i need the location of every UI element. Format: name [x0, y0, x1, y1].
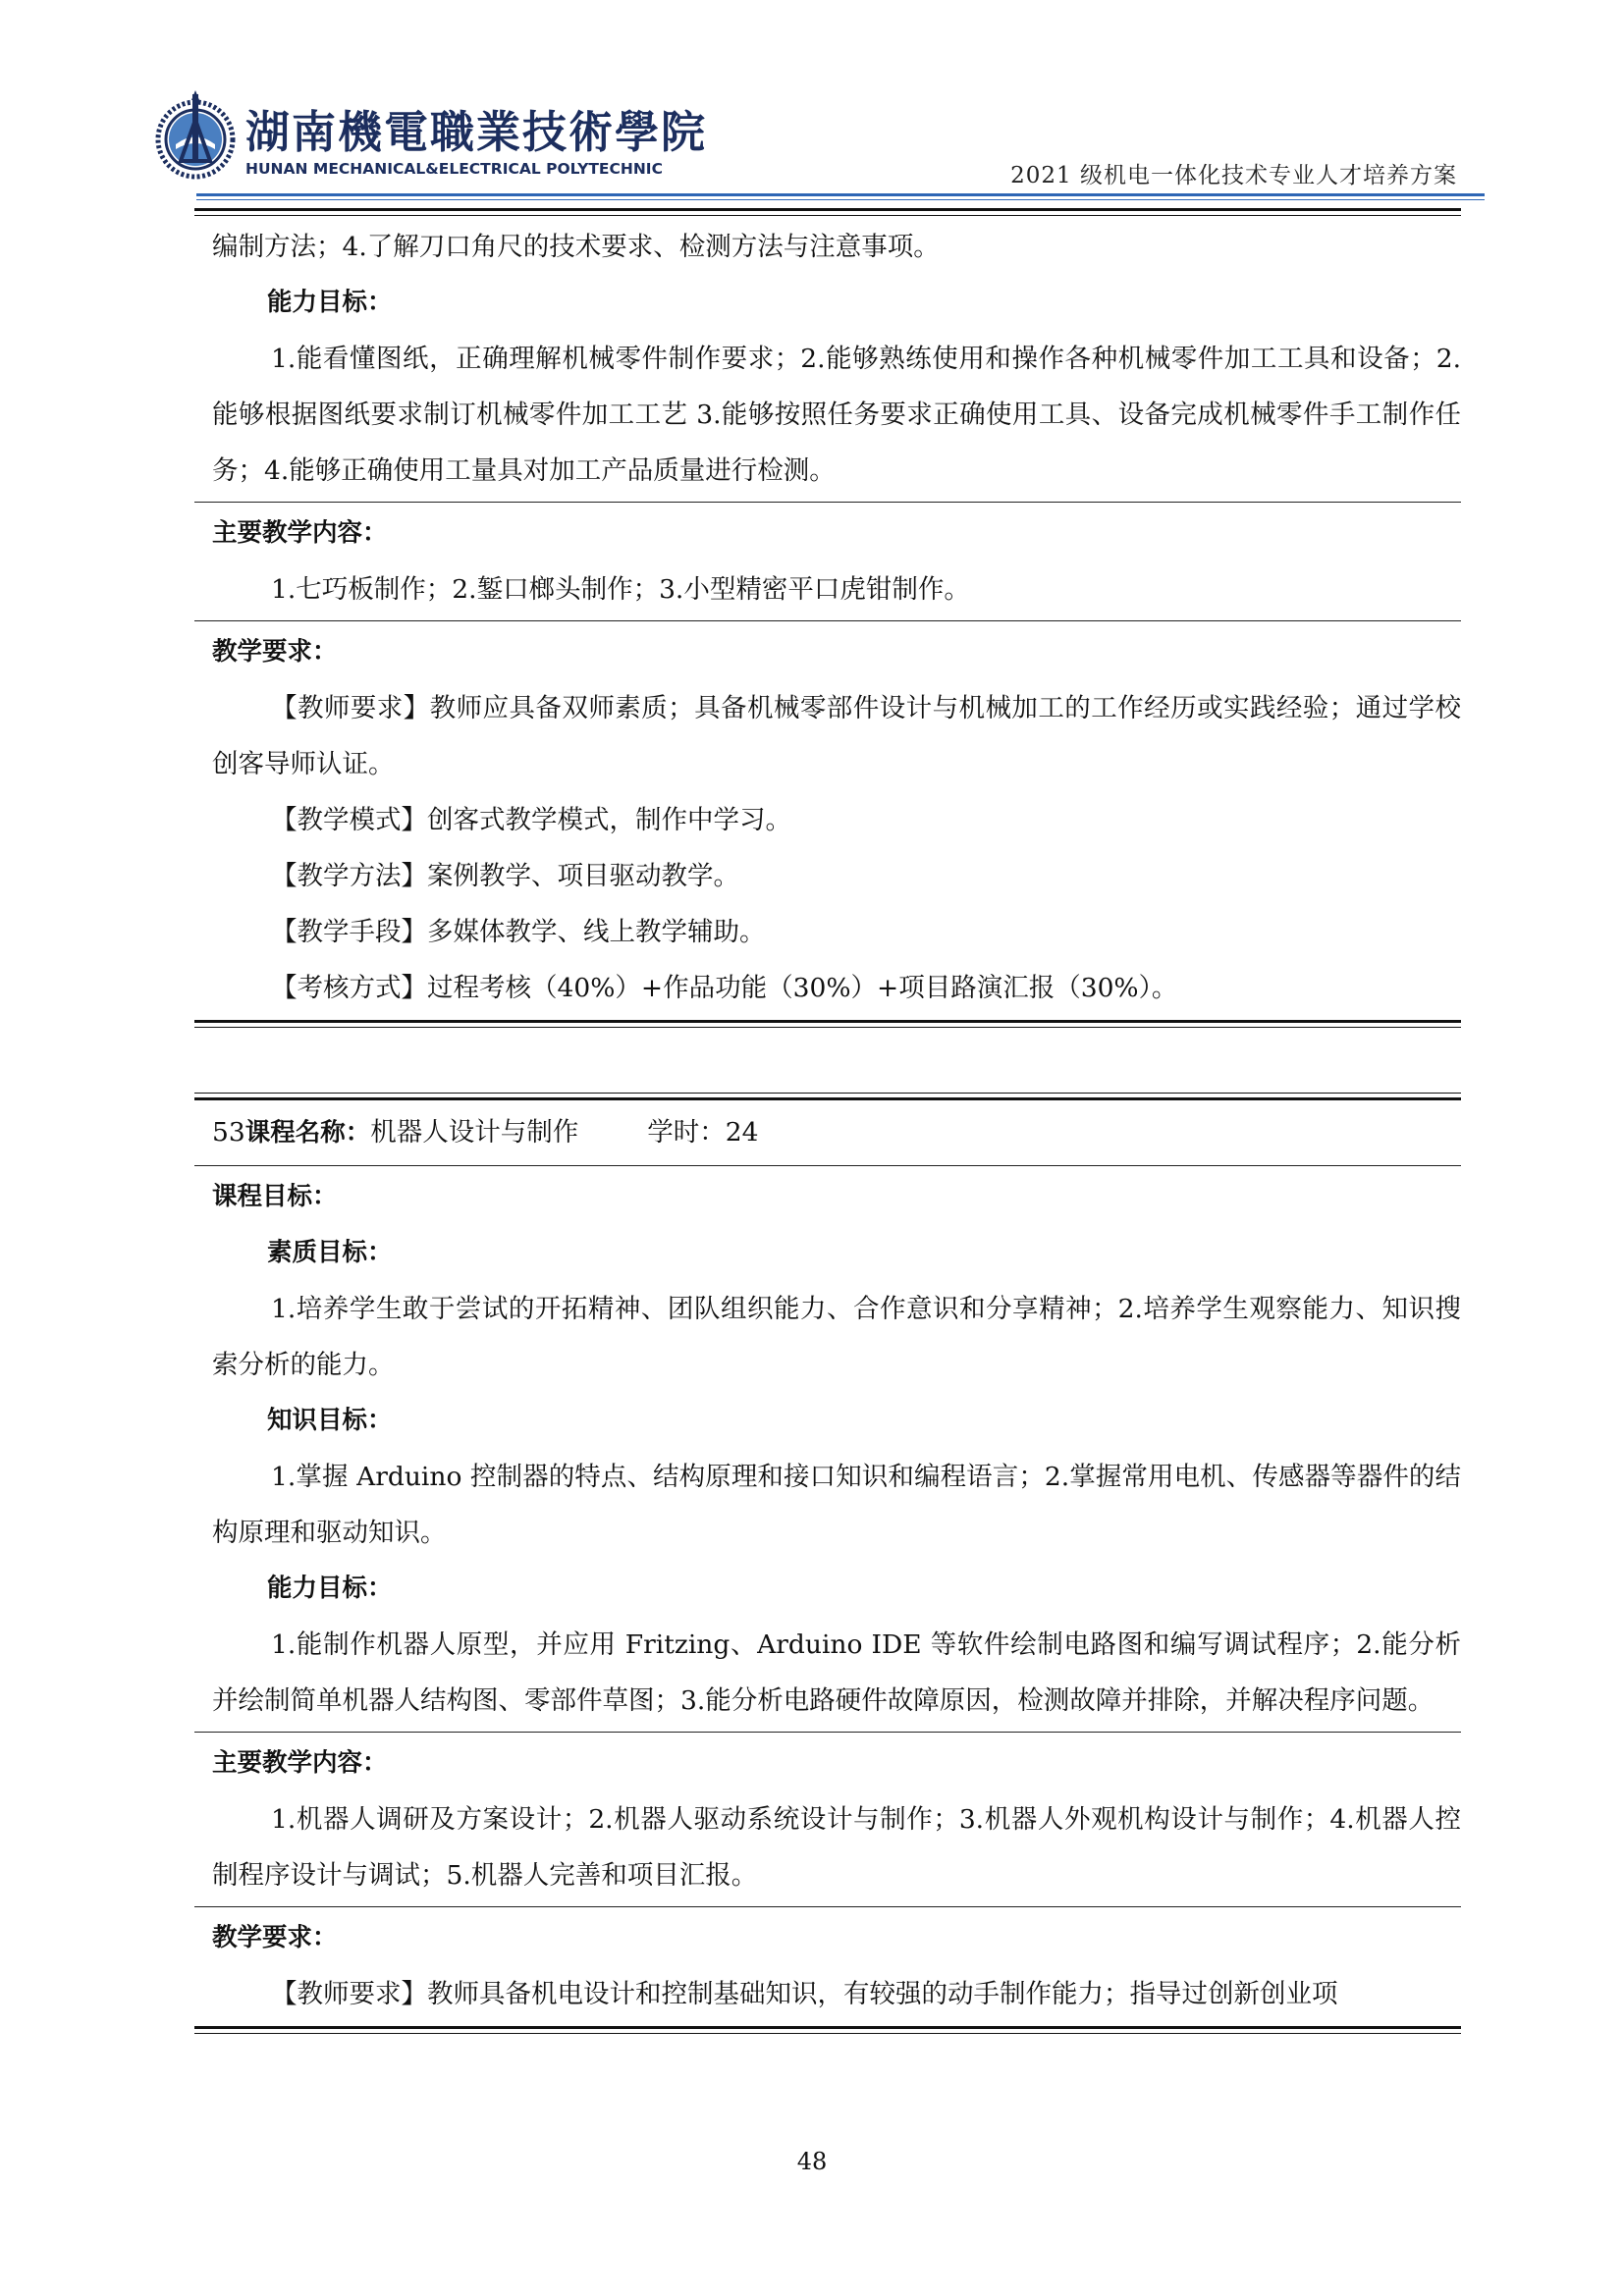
divider [194, 1732, 1461, 1733]
course-name: 机器人设计与制作 [370, 1117, 579, 1148]
teacher-requirement: 【教师要求】教师应具备双师素质；具备机械零部件设计与机械加工的工作经历或实践经验；通过学校创客导师认证。 [212, 693, 1461, 779]
ability-goal-text: 1.能看懂图纸，正确理解机械零件制作要求；2.能够熟练使用和操作各种机械零件加工工具和设备；2.能够根据图纸要求制订机械零件加工工艺 3.能够按照任务要求正确使用工具、设备完成机械零件手工制作任务；4.能够正确使用工量具对加工产品质量进行检测。 [212, 344, 1461, 486]
teaching-means: 【教学手段】多媒体教学、线上教学辅助。 [271, 917, 766, 947]
teaching-req-heading: 教学要求： [212, 1923, 338, 1952]
knowledge-continuation: 编制方法；4.了解刀口角尺的技术要求、检测方法与注意事项。 [212, 232, 940, 262]
ability-goal-heading: 能力目标： [267, 1574, 393, 1603]
main-content-heading: 主要教学内容： [212, 1748, 388, 1778]
main-content-heading: 主要教学内容： [212, 518, 388, 548]
course-number: 53 [212, 1117, 245, 1148]
teaching-req-heading: 教学要求： [212, 637, 338, 667]
section-top-rule [194, 208, 1461, 216]
main-content-text: 1.机器人调研及方案设计；2.机器人驱动系统设计与制作；3.机器人外观机构设计与制作；4.机器人控制程序设计与调试；5.机器人完善和项目汇报。 [212, 1804, 1461, 1891]
divider [194, 620, 1461, 621]
assessment-method: 【考核方式】过程考核（40%）+作品功能（30%）+项目路演汇报（30%）。 [271, 973, 1178, 1003]
school-name-cn: 湖南機電職業技術學院 [245, 106, 708, 158]
ability-goal-text: 1.能制作机器人原型，并应用 Fritzing、Arduino IDE 等软件绘制电路图和编写调试程序；2.能分析并绘制简单机器人结构图、零部件草图；3.能分析电路硬件故障原因，检测故障并排除，并解决程序问题。 [212, 1629, 1461, 1716]
quality-goal-text: 1.培养学生敢于尝试的开拓精神、团队组织能力、合作意识和分享精神；2.培养学生观察能力、知识搜索分析的能力。 [212, 1294, 1461, 1380]
course-hours: 24 [725, 1117, 759, 1148]
section-bottom-rule [194, 1020, 1461, 1028]
knowledge-goal-heading: 知识目标： [267, 1406, 393, 1435]
header-rule-thin [196, 199, 1485, 200]
ability-goal-heading: 能力目标： [267, 288, 393, 317]
teaching-method: 【教学方法】案例教学、项目驱动教学。 [271, 861, 739, 891]
section-top-rule [194, 1093, 1461, 1100]
course-goal-heading: 课程目标： [212, 1182, 338, 1211]
divider [194, 1906, 1461, 1907]
document-title: 2021 级机电一体化技术专业人才培养方案 [1010, 163, 1457, 188]
knowledge-goal-text: 1.掌握 Arduino 控制器的特点、结构原理和接口知识和编程语言；2.掌握常用电机、传感器等器件的结构原理和驱动知识。 [212, 1462, 1461, 1548]
main-content-text: 1.七巧板制作；2.錾口榔头制作；3.小型精密平口虎钳制作。 [271, 574, 970, 605]
course-hours-label: 学时： [647, 1117, 726, 1148]
course-title-row [194, 1103, 1461, 1162]
quality-goal-heading: 素质目标： [267, 1238, 393, 1267]
school-name-en: HUNAN MECHANICAL&ELECTRICAL POLYTECHNIC [245, 160, 663, 178]
teacher-requirement: 【教师要求】教师具备机电设计和控制基础知识，有较强的动手制作能力；指导过创新创业项 [271, 1979, 1338, 2009]
page-number: 48 [796, 2148, 828, 2175]
divider [194, 1165, 1461, 1166]
teaching-mode: 【教学模式】创客式教学模式，制作中学习。 [271, 805, 791, 835]
course-name-label: 课程名称： [244, 1118, 371, 1148]
divider [194, 502, 1461, 503]
section-bottom-rule [194, 2026, 1461, 2034]
school-emblem-icon [153, 90, 238, 181]
page-content [194, 204, 1461, 2037]
header-rule [196, 193, 1485, 196]
